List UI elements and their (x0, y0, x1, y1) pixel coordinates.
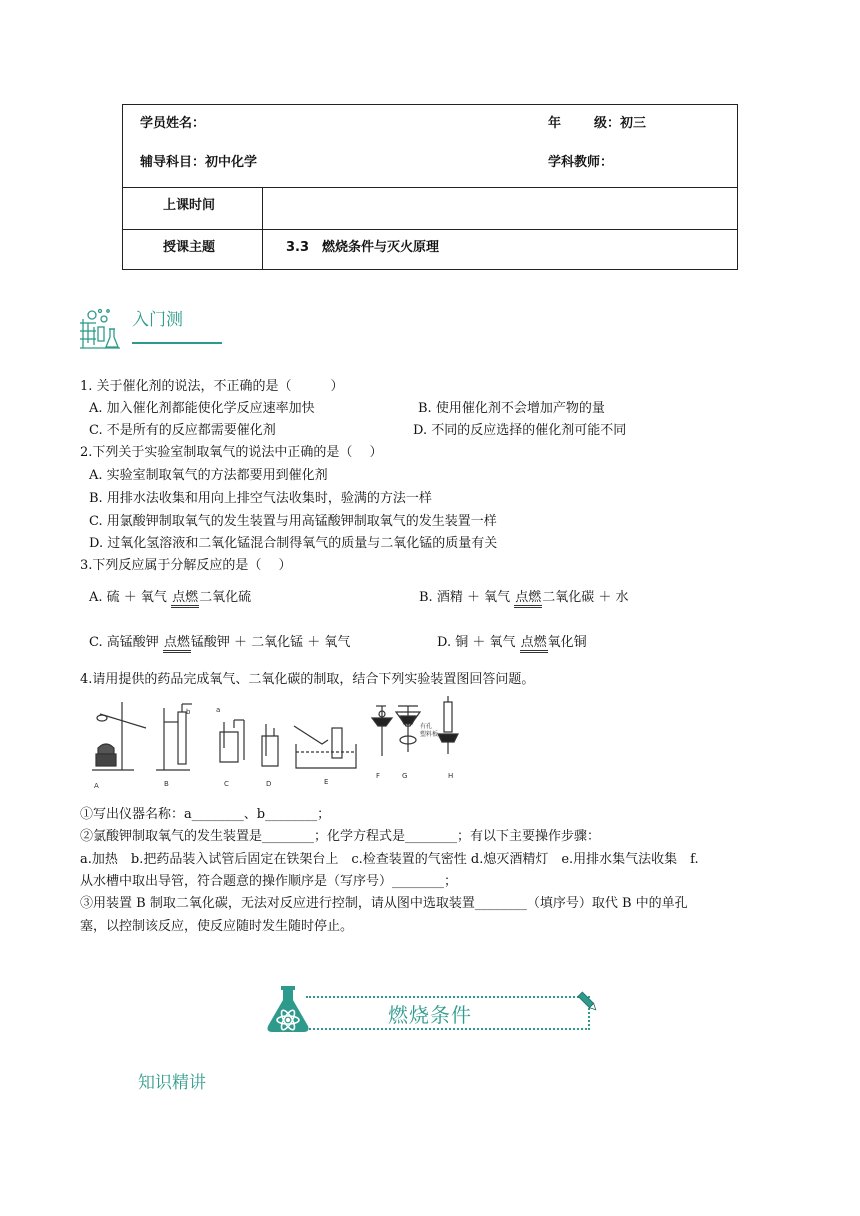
apparatus-marker: a (216, 706, 221, 714)
grade-label: 年 (548, 116, 562, 131)
apparatus-label: B (164, 780, 169, 788)
section-underline (132, 342, 222, 344)
question-4-steps: a.加热 b.把药品装入试管后固定在铁架台上 c.检查装置的气密性 d.熄灭酒精灯 e.用排水集气法收集 f. (80, 852, 699, 867)
class-time-label: 上课时间 (163, 198, 216, 213)
grade-value: 级：初三 (594, 116, 647, 131)
apparatus-label: F (376, 772, 381, 780)
table-divider (123, 187, 737, 188)
condition-ignite: 点燃 (163, 631, 191, 650)
question-4-part-3: ③用装置 B 制取二氧化碳，无法对反应进行控制，请从图中选取装置________（填序号）取代 B 中的单孔 (80, 896, 688, 911)
reactants: A. 硫 ＋ 氧气 (89, 590, 167, 605)
question-1-option-d: D. 不同的反应选择的催化剂可能不同 (413, 423, 627, 438)
apparatus-marker: b (186, 708, 191, 716)
products: 二氧化碳 ＋ 水 (542, 590, 629, 605)
question-1-option-c: C. 不是所有的反应都需要催化剂 (89, 423, 276, 438)
condition-ignite: 点燃 (171, 586, 199, 605)
question-3-option-b (419, 586, 629, 605)
question-1-option-b: B. 使用催化剂不会增加产物的量 (418, 401, 605, 416)
apparatus-label: D (266, 780, 272, 788)
products: 二氧化硫 (199, 590, 252, 605)
question-1-option-a: A. 加入催化剂都能使化学反应速率加快 (89, 401, 315, 416)
table-divider (262, 187, 263, 269)
reactants: D. 铜 ＋ 氧气 (437, 635, 516, 650)
subject-label: 辅导科目：初中化学 (140, 155, 258, 170)
lab-equipment-icon (76, 305, 122, 351)
apparatus-label: E (324, 778, 329, 786)
subsection-title: 知识精讲 (138, 1073, 206, 1093)
section-banner-title: 燃烧条件 (388, 1003, 472, 1027)
plate-label: 有孔 (420, 723, 433, 730)
question-2-option-a: A. 实验室制取氧气的方法都要用到催化剂 (89, 468, 328, 483)
question-2-stem: 2.下列关于实验室制取氧气的说法中正确的是（ ） (80, 445, 383, 460)
info-table (122, 104, 738, 270)
reactants: C. 高锰酸钾 (89, 635, 159, 650)
question-4-stem: 4.请用提供的药品完成氧气、二氧化碳的制取，结合下列实验装置图回答问题。 (80, 672, 535, 687)
apparatus-label: A (94, 782, 99, 790)
question-3-option-a (89, 586, 251, 605)
section-title-entry-test: 入门测 (132, 310, 183, 330)
apparatus-label: H (448, 772, 454, 780)
teacher-label: 学科教师： (548, 155, 614, 170)
plate-label: 塑料板 (420, 731, 439, 738)
topic-value: 3.3 燃烧条件与灭火原理 (286, 240, 440, 255)
question-3-stem: 3.下列反应属于分解反应的是（ ） (80, 558, 292, 573)
question-2-option-b: B. 用排水法收集和用向上排空气法收集时，验满的方法一样 (89, 491, 432, 506)
apparatus-label: C (224, 780, 229, 788)
question-2-option-d: D. 过氧化氢溶液和二氧化锰混合制得氧气的质量与二氧化锰的质量有关 (89, 536, 498, 551)
table-divider (123, 229, 737, 230)
pencil-icon (576, 990, 600, 1014)
condition-ignite: 点燃 (520, 631, 548, 650)
question-4-part-2: ②氯酸钾制取氧气的发生装置是________；化学方程式是________；有以下主要操作步骤： (80, 829, 601, 844)
question-3-option-d (437, 631, 587, 650)
question-4-part-1: ①写出仪器名称：a________、b________； (80, 807, 331, 822)
question-2-option-c: C. 用氯酸钾制取氧气的发生装置与用高锰酸钾制取氧气的发生装置一样 (89, 514, 497, 529)
products: 氧化铜 (547, 635, 587, 650)
apparatus-label: G (402, 772, 408, 780)
student-name-label: 学员姓名： (140, 116, 206, 131)
products: 锰酸钾 ＋ 二氧化锰 ＋ 氧气 (190, 635, 351, 650)
condition-ignite: 点燃 (514, 586, 542, 605)
reactants: B. 酒精 ＋ 氧气 (419, 590, 511, 605)
question-4-steps-cont: 从水槽中取出导管，符合题意的操作顺序是（写序号）________； (80, 874, 458, 889)
question-3-option-c (89, 631, 350, 650)
question-1-stem: 1. 关于催化剂的说法，不正确的是（ ） (80, 379, 344, 394)
topic-label: 授课主题 (163, 240, 216, 255)
question-4-part-3-cont: 塞，以控制该反应，使反应随时发生随时停止。 (80, 919, 354, 934)
apparatus-figure (86, 692, 476, 796)
